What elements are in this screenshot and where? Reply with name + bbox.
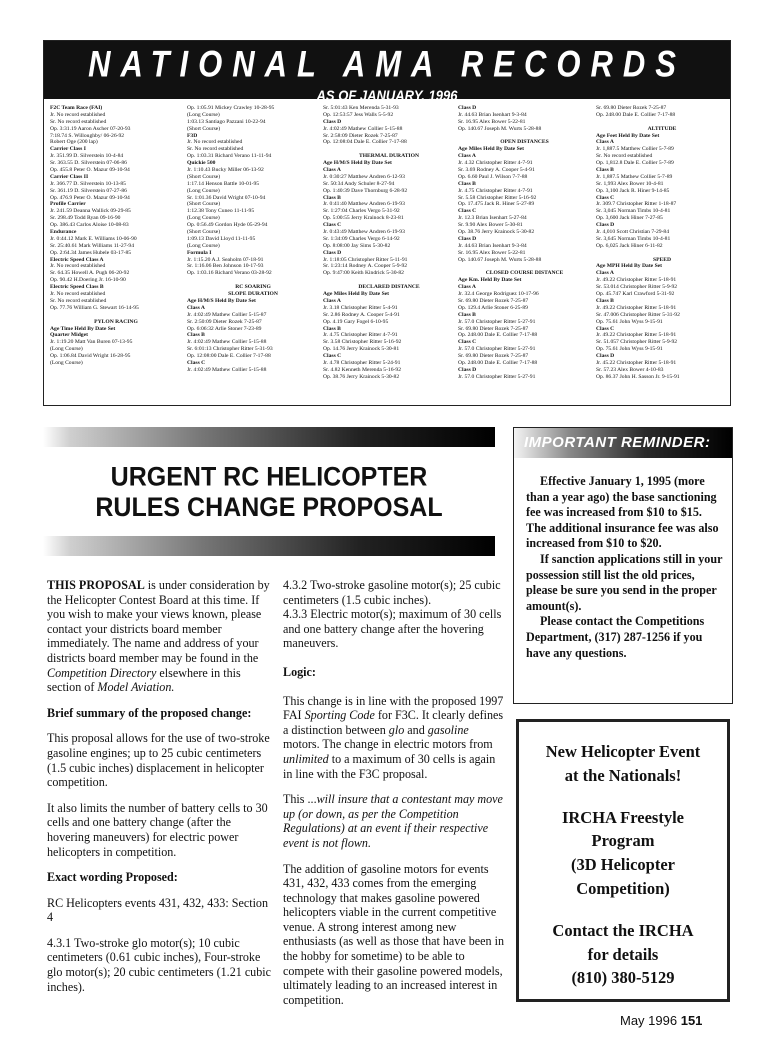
records-line: Jr. 3.18 Christopher Ritter 5-4-91 [323,304,398,311]
records-line: (Long Course) [50,346,83,353]
records-line: Sr. 57.23 Alex Bower 4-10-83 [596,366,664,373]
records-line: Op. 8:08:00 Jay Sims 5-30-82 [323,242,391,249]
records-line: Sr. No record established [50,297,107,304]
headline-bottom-rule [43,536,495,556]
records-line: Jr. 4:02:49 Mathew Collier 5-15-88 [323,125,403,132]
records-line: Op. 6.60 Paul J. Wilson 7-7-88 [458,173,528,180]
wording-rule-431: 4.3.1 Two-stroke glo motor(s); 10 cubic centimeters (0.61 cubic inches), Four-stroke glo motor(s); 20 cubic centimeters (1.21 cubic inches). [47,935,272,994]
records-line: Op. 12:08:00 Dale E. Collier 7-17-88 [187,353,271,360]
records-line: Class D [458,366,477,373]
reminder-paragraph-1: Effective January 1, 1995 (more than a year ago) the base sanctioning fee was increased from $10 to $15. The additional insurance fee was also increased from $10 to $20. [526,474,719,551]
wording-heading: Exact wording Proposed: [47,870,178,885]
records-line: Op. 14.76 Jerry Krainock 5-30-81 [323,346,400,353]
records-line: Op. 476.9 Peter O. Mazur 09-10-94 [50,194,130,201]
records-line: Class C [323,222,342,229]
records-line: Class D [458,105,477,111]
summary-heading: Brief summary of the proposed change: [47,705,252,720]
records-line: Sr. No record established [50,118,107,125]
logic-2-text: This ... [283,792,317,807]
page-number: 151 [680,1013,703,1028]
records-line: Op. 1,812.8 Dale E. Collier 5-7-89 [596,160,674,167]
records-line: Op. 6,025 Jack Hiner 6-11-82 [596,242,663,249]
records-line: Sr. 1:34:09 Charles Vergo 6-14-92 [323,235,400,242]
logic-paragraph-2 [283,792,505,850]
records-line: Electric Speed Class B [50,284,104,291]
records-line: Class A [458,284,476,291]
records-line: Jr. No record established [187,139,243,146]
intro-emphasis-magazine: Model Aviation. [97,680,175,695]
records-line: Class B [323,325,341,332]
records-line: Op. 140.67 Joseph M. Wurts 5-28-88 [458,125,542,132]
records-line: Age Time Held By Date Set [50,325,116,332]
records-line: Sr. 64.35 Howell A. Pugh 06-20-92 [50,270,130,277]
records-banner [44,41,730,105]
records-line: Jr. 4,010 Scott Christian 7-29-84 [596,229,670,236]
logic-text-e: to a maximum of 30 cells is again in line with the F3C proposal. [283,751,496,781]
records-line: Sr. 298.49 Todd Ryan 09-16-90 [50,215,121,222]
records-line: DECLARED DISTANCE [358,284,420,291]
records-line: Op. 248.00 Dale E. Collier 7-17-88 [458,332,538,339]
records-line: Jr. No record established [50,263,106,270]
records-line: 1:17.14 Henson Battle 10-01-95 [187,180,260,187]
records-line: Jr. 4:02:49 Mathew Collier 5-15-88 [187,339,267,346]
records-line: Class A [323,297,341,304]
records-line: Sr. 2:58:09 Dieter Rozek 7-25-87 [323,132,398,139]
records-line: Class C [323,353,342,360]
records-line [596,119,728,126]
records-line: Age Feet Held By Date Set [596,132,660,139]
records-column-3 [323,105,455,381]
logic-emphasis-sporting-code: Sporting Code [304,708,375,723]
records-line: Op. 386.43 Carlos Aloise 10-08-83 [50,222,129,229]
records-line: (Long Course) [187,187,220,194]
records-line: Jr. 45.22 Christopher Ritter 5-18-91 [596,359,677,366]
records-line: Class A [596,139,614,146]
records-line: (Short Course) [187,125,221,132]
records-line: Sr. 3,045 Norman Timbs 10-4-81 [596,208,671,215]
records-line: Op. 38.76 Jerry Krainock 5-30-82 [323,373,400,380]
records-line: Jr. 4.32 Christopher Ritter 4-7-91 [458,160,533,167]
event-line: (3D Helicopter [570,855,675,875]
intro-paragraph [47,578,273,695]
event-line: Competition) [576,878,670,898]
records-line [458,263,591,270]
records-line: Class C [187,359,206,366]
records-line: F2C Team Race (FAI) [50,105,103,111]
records-line: Op. 248.00 Dale E. Collier 7-17-88 [596,111,676,118]
records-line: Op. 4.19 Gary Fogel 6-10-95 [323,318,389,325]
records-line: Op. 3:31.19 Aaron Ascher 07-20-93 [50,125,131,132]
records-line: Jr. 12.3 Brian Isenhart 5-27-84 [458,215,527,222]
records-line: Op. 17.475 Jack R. Hiner 5-27-89 [458,201,535,208]
records-line: Quickie 500 [187,160,216,167]
records-line: (Long Course) [187,242,220,249]
event-line: New Helicopter Event [545,742,701,761]
records-line: Jr. 1,887.5 Matthew Collier 5-7-89 [596,146,674,153]
records-line: Age Miles Held By Date Set [323,291,390,298]
records-line: Jr. 1,887.5 Mathew Collier 5-7-89 [596,173,673,180]
records-line: Class B [458,180,476,187]
records-line: SPEED [652,256,672,263]
records-line: Sr. 53.014 Christopher Ritter 5-9-92 [596,284,678,291]
records-line: Electric Speed Class A [50,256,104,263]
records-line: Class B [323,194,341,201]
records-line: Op. 12:08:04 Dale E. Collier 7-17-88 [323,139,407,146]
records-line: Class C [458,208,477,215]
records-line: Age Miles Held By Date Set [458,146,525,153]
records-line: Sr. 50:34 Andy Schuler 8-27-94 [323,180,395,187]
records-line: Jr. 4.75 Christopher Ritter 4-7-91 [458,187,533,194]
records-line: Sr. 1:01.36 David Wright 07-10-94 [187,194,266,201]
records-line: Class A [596,270,614,277]
intro-lead: THIS PROPOSAL [47,578,145,592]
intro-text-b: elsewhere in this section of [47,665,241,695]
headline-line-2: RULES CHANGE PROPOSAL [95,492,443,523]
records-line [323,146,455,153]
event-line: for details [587,944,659,964]
records-line: (Short Course) [187,229,221,236]
records-line [50,312,182,319]
records-line: Op. 3,600 Jack Hiner 7-27-85 [596,215,663,222]
records-line: (Short Course) [187,201,221,208]
records-line: 7:18.74 S. Willoughby/ 06-26-92 [50,132,125,139]
records-line: Sr. 1,993 Alex Bower 10-4-81 [596,180,664,187]
records-line: Jr. 241.59 Deanna Wallick 09-29-85 [50,208,131,215]
reminder-body [514,458,732,661]
records-line: Op. 90.42 H.Doering Jr. 16-10-90 [50,277,126,284]
records-line: Jr. 4:02:49 Mathew Collier 5-15-87 [187,311,267,318]
records-line: Class D [323,249,342,256]
logic-text-a: This change is in line with the proposed 1997 FAI [283,693,504,723]
headline-line-1: URGENT RC HELICOPTER [110,461,428,492]
logic-text-c: and [404,722,428,737]
records-line: 1:03.13 Santiago Pazzani 10-22-94 [187,118,266,125]
records-line: Jr. 49.22 Christopher Ritter 5-18-91 [596,332,677,339]
records-line: Sr. 4.82 Kenneth Merenda 5-16-92 [323,366,401,373]
records-line: Jr. 1:18:05 Christopher Ritter 5-11-91 [323,256,408,263]
records-line: Quarter Midget [50,332,88,339]
logic-emphasis-unlimited: unlimited [283,751,329,766]
records-line: Op. 1:03.16 Richard Verano 03-28-92 [187,270,272,277]
records-line: Sr. 3,645 Norman Timbs 10-4-81 [596,235,671,242]
reminder-title: IMPORTANT REMINDER: [514,428,732,458]
records-subtitle: AS OF JANUARY, 1996 [316,86,458,105]
records-column-5 [596,105,728,381]
records-line: Jr. 49.22 Christopher Ritter 5-18-91 [596,304,677,311]
records-line: Op. 5:00:55 Jerry Krainock 8-23-81 [323,215,404,222]
records-line: Jr. 351.99 D. Silverstein 10-4-84 [50,153,124,160]
records-line: Op. 2:64.34 James Hubele 03-17-85 [50,249,132,256]
records-line: Class A [187,304,205,311]
records-line: Profile Carrier [50,201,86,208]
logic-emphasis-gasoline: gasoline [427,722,469,737]
records-line: Op. 3,100 Jack R. Hiner 9-14-85 [596,187,670,194]
records-line: Class A [458,153,476,160]
records-line: Op. 6:06:32 Arlie Stoner 7-23-89 [187,325,262,332]
logic-emphasis-glo: glo [388,722,405,737]
intro-text-a: is under consideration by the Helicopter Contest Board at this time. If you wish to make your views known, please contact your districts board member immediately. The name and address of your districts board member may be found in the [47,578,270,665]
records-line: Jr. 1:19.20 Matt Van Buren 07-13-95 [50,339,133,346]
records-line: Sr. 361.19 D. Silverstein 07-27-86 [50,187,127,194]
records-line: Sr. 16.95 Alex Bower 5-22-81 [458,249,526,256]
records-line: SLOPE DURATION [228,291,278,298]
records-line: F3D [187,132,198,139]
records-line: Op. 1:40:39 Dave Thornburg 6-28-92 [323,187,408,194]
records-line: Class B [596,297,614,304]
records-line [596,250,728,257]
event-phone: (810) 380-5129 [571,968,675,988]
records-line: Age H/M/S Held By Date Set [187,297,256,304]
records-line: Sr. 69.80 Dieter Rozek 7-25-87 [458,325,529,332]
records-line: 1:12.38 Tony Cuneo 11-11-95 [187,208,255,215]
summary-paragraph-1: This proposal allows for the use of two-stroke gasoline engines; up to 25 cubic centimeters (1.5 cubic inches) displacement in helicopter competition. [47,731,270,790]
records-column-4 [458,105,591,381]
records-line: Op. 1:03.31 Richard Verano 11-11-94 [187,153,272,160]
records-line: Class D [596,222,615,229]
logic-text-d: motors. The change in electric motors from [283,737,493,752]
records-line: Endurance [50,229,77,236]
logic-heading: Logic: [283,664,316,679]
records-line: Jr. 0:44.12 Mark E. Williams 10-06-90 [50,235,137,242]
records-line: Jr. 4.78 Christopher Ritter 5-24-91 [323,359,401,366]
summary-paragraph-2: It also limits the number of battery cells to 30 cells and one battery change (after the hovering maneuvers) for electric power helicopters in competition. [47,800,268,859]
records-line: Sr. 1:23:14 Rodney A. Cooper 5-9-92 [323,263,408,270]
records-line: Sr. 363.55 D. Silverstein 07-06-86 [50,160,127,167]
records-line: RC SOARING [235,284,271,291]
records-line: Jr. No record established [50,291,106,298]
records-column-2 [187,105,319,374]
logic-paragraph-3: The addition of gasoline motors for events 431, 432, 433 comes from the emerging technology that makes gasoline powered helicopters viable in the current competitive venue. A strong interest among new enthusiasts (as well as those that have been in the hobby for sometime) to be able to compete with their gasoline powered models, ultimately leading to an increased interest in competition. [283,861,504,1007]
reminder-paragraph-2: If sanction applications still in your possession still list the old prices, please be sure you send in the proper amount(s). [526,551,723,613]
records-line: Op. 45.747 Karl Crawford 5-31-92 [596,291,675,298]
records-line: Jr. 0:43:49 Matthew Andren 6-19-93 [323,229,405,236]
records-column-1 [50,105,182,367]
records-line [323,277,455,284]
records-line [458,133,591,140]
records-line: Carrier Class I [50,146,86,153]
records-line: Age Km. Held By Date Set [458,277,522,284]
records-line: ALTITUDE [647,125,677,132]
article-column-left [47,578,273,1005]
records-line: Op. 86.37 John H. Sasson Jr. 9-15-91 [596,373,680,380]
records-line: (Short Course) [187,173,221,180]
records-line: Op. 0:56.49 Gordon Hyde 05-29-94 [187,222,268,229]
records-line: Class C [596,194,615,201]
records-line: Jr. 0:41:40 Matthew Andren 6-19-93 [323,201,405,208]
records-line: Class A [323,167,341,174]
records-line: Sr. 69.80 Dieter Rozek 7-25-87 [458,297,529,304]
records-line: Sr. 5.58 Christopher Ritter 5-16-92 [458,194,537,201]
records-line: Class B [458,311,476,318]
records-line: Jr. 366.77 D. Silverstein 10-13-85 [50,180,126,187]
records-line: Jr. 49.22 Christopher Ritter 5-18-91 [596,277,677,284]
records-line: Sr. 6:01:13 Christopher Ritter 5-31-93 [187,346,273,353]
records-line: Sr. 2.86 Rodney A. Cooper 5-4-91 [323,311,400,318]
records-line: Jr. 0:30:27 Matthew Andren 6-12-93 [323,173,405,180]
records-line: Robert Oge (200 lap) [50,139,98,146]
records-line: Class C [596,325,615,332]
article-column-middle [283,578,505,1018]
records-line: Op. 455.8 Peter O. Mazur 09-10-94 [50,167,130,174]
records-line: Sr. 2:50:09 Dieter Rozek 7-25-87 [187,318,262,325]
records-line: Op. 38.76 Jerry Krainock 5-30-82 [458,229,535,236]
headline-top-rule [43,427,495,447]
wording-section: RC Helicopters events 431, 432, 433: Section 4 [47,895,269,925]
records-line: Sr. 69.80 Dieter Rozek 7-25-87 [458,353,529,360]
records-line: Sr. 3.58 Christopher Ritter 5-16-92 [323,339,402,346]
logic-paragraph-1 [283,694,505,782]
important-reminder-box [513,427,733,704]
records-line: (Long Course) [187,215,220,222]
records-line: Op. 248.00 Dale E. Collier 7-17-88 [458,359,538,366]
event-line: Contact the IRCHA [552,920,694,940]
records-line: Sr. No record established [187,146,244,153]
records-line: (Long Course) [187,111,220,118]
page-footer [620,1013,702,1028]
article-headline [43,462,495,522]
records-line: Sr. 5:01:43 Ken Merenda 5-31-93 [323,105,399,111]
intro-emphasis-directory: Competition Directory [47,665,157,680]
reminder-paragraph-3: Please contact the Competitions Department, (317) 287-1256 if you have any questions. [526,614,705,660]
records-line: Op. 129.4 Arlie Stoner 6-25-89 [458,304,528,311]
records-line: Op. 1:06.84 David Wright 16-28-95 [50,353,131,360]
records-line: Sr. 1:16.06 Ben Johnson 10-17-93 [187,263,264,270]
records-line: PYLON RACING [94,318,138,325]
helicopter-event-box [516,719,730,1002]
records-line: Jr. 4:02:49 Mathew Collier 5-15-88 [187,366,267,373]
records-line: Class B [596,167,614,174]
logic-2-emphasis: will insure that a contestant may move up (or down, as per the Competition Regulations) at an event if their respective event is not flown. [283,792,503,850]
records-line: Sr. 69.80 Dieter Rozek 7-25-87 [596,105,667,111]
records-line: Class D [458,235,477,242]
wording-rule-433: 4.3.3 Electric motor(s); maximum of 30 cells and one battery change after the hovering maneuvers. [283,607,502,651]
records-line: 1:09.13 David Lloyd 11-11-95 [187,235,256,242]
records-line: Op. 1:05.91 Mickey Crawley 10-28-95 [187,105,275,111]
records-line: Class C [458,339,477,346]
records-line: Sr. 47.006 Christopher Ritter 5-31-92 [596,311,680,318]
records-line: Op. 9:47:00 Keith Kindrick 5-30-82 [323,270,404,277]
records-line: Sr. 3.69 Rodney A. Cooper 5-4-91 [458,167,535,174]
records-line: Class B [187,332,205,339]
records-line: OPEN DISTANCES [500,139,549,146]
records-line [187,277,319,284]
records-line: Op. 75.61 John Wyss 9-15-91 [596,346,663,353]
records-line: Sr. 51.057 Christopher Ritter 5-9-92 [596,339,678,346]
records-line: Jr. No record established [50,111,106,118]
records-line: Carrier Class II [50,173,89,180]
records-table-box [43,40,731,406]
records-line: Op. 12:53:57 Jess Walls 5-5-92 [323,111,394,118]
wording-rule-432: 4.3.2 Two-stroke gasoline motor(s); 25 cubic centimeters (1.5 cubic inches). [283,578,501,607]
records-line: Sr. 1:27:04 Charles Vergo 5-31-92 [323,208,400,215]
footer-issue: May 1996 [620,1013,678,1028]
records-line: Op. 77.76 William G. Stewart 16-14-95 [50,304,139,311]
records-line: Jr. 309.7 Christopher Ritter 1-18-87 [596,201,677,208]
records-line: Sr. No record established [596,153,653,160]
records-line: Age H/M/S Held By Date Set [323,160,392,167]
records-line: Jr. 1:10.43 Bucky Miller 06-13-92 [187,167,264,174]
records-line: Class D [323,118,342,125]
records-title: NATIONAL AMA RECORDS [88,42,686,85]
records-line: Sr. 9.90 Alex Bower 5-30-81 [458,222,523,229]
records-line: Class D [596,353,615,360]
logic-text-b: for F3C. It clearly defines a distinction between [283,708,504,737]
records-line: Formula I [187,249,212,256]
records-line: Jr. 57.0 Christopher Ritter 5-27-91 [458,373,536,380]
records-line: Jr. 32.4 George Rodriguez 10-17-96 [458,291,539,298]
records-line: THERMAL DURATION [358,153,420,160]
event-line: at the Nationals! [564,765,682,785]
records-line: Jr. 57.0 Christopher Ritter 5-27-91 [458,318,536,325]
records-line: (Long Course) [50,359,83,366]
records-line: Jr. 4.75 Christopher Ritter 4-7-91 [323,332,398,339]
records-line: Sr. 25:40.61 Mark Williams 11-27-94 [50,242,134,249]
event-line: IRCHA Freestyle [561,807,685,827]
records-line: Op. 140.67 Joseph M. Wurts 5-28-88 [458,256,542,263]
event-line: Program [591,831,655,851]
records-line: Jr. 1:15.20 A.J. Seaholm 07-18-91 [187,256,264,263]
records-line: Op. 75.61 John Wyss 9-15-91 [596,318,663,325]
records-line: Age MPH Held By Date Set [596,263,663,270]
records-line: CLOSED COURSE DISTANCE [485,270,564,277]
records-line: Jr. 44.63 Brian Isenhart 9-3-84 [458,242,527,249]
records-line: Jr. 44.63 Brian Isenhart 9-3-84 [458,111,527,118]
records-line: Jr. 57.0 Christopher Ritter 5-27-91 [458,346,536,353]
records-line: Sr. 16.95 Alex Bower 5-22-81 [458,118,526,125]
